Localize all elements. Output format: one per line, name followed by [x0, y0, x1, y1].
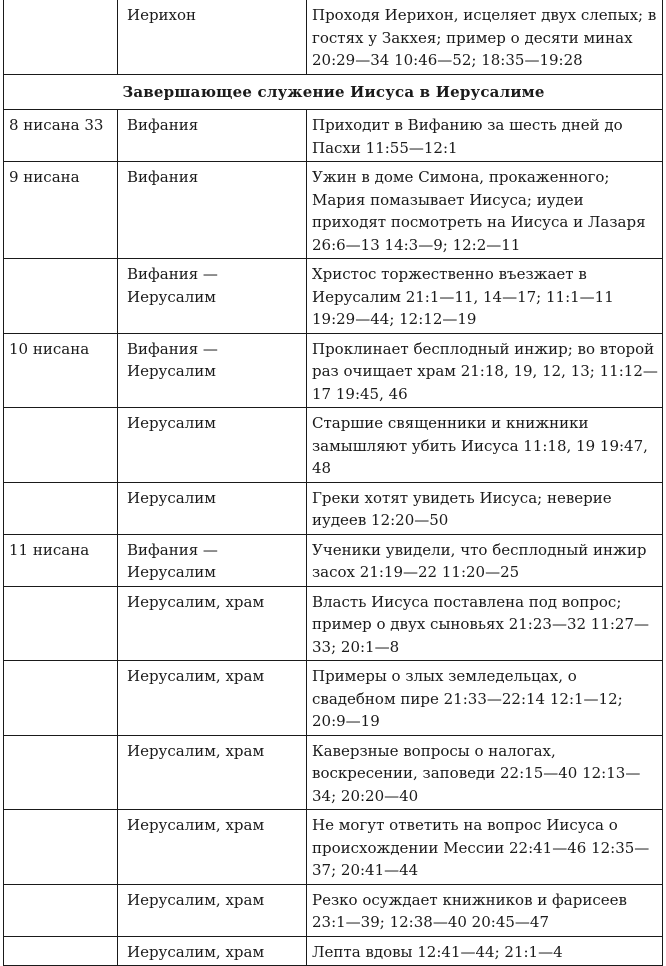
place-text: Иерусалим, храм	[127, 816, 265, 834]
place-cell	[118, 534, 307, 586]
table-row	[4, 661, 663, 736]
place-cell	[118, 0, 307, 74]
table-row	[4, 810, 663, 885]
date-text: 11 нисана	[9, 540, 90, 559]
place-cell	[118, 810, 307, 885]
section-header-row	[4, 74, 663, 110]
event-text: Резко осуждает книжников и фарисеев 23:1—39; 12:38—40 20:45—47	[312, 890, 627, 931]
place-text: Иерусалим, храм	[127, 942, 265, 961]
date-cell	[4, 936, 118, 966]
place-cell	[118, 661, 307, 736]
place-cell	[118, 162, 307, 259]
event-cell	[307, 162, 663, 259]
place-cell	[118, 333, 307, 408]
date-cell	[4, 259, 118, 334]
event-cell	[307, 482, 663, 534]
event-text: Власть Иисуса поставлена под вопрос; пример о двух сыновьях 21:23—32 11:27—33; 20:1—8	[312, 592, 650, 656]
table-row	[4, 735, 663, 810]
place-cell	[118, 884, 307, 936]
table-row	[4, 333, 663, 408]
date-cell	[4, 162, 118, 259]
event-cell	[307, 661, 663, 736]
place-cell	[118, 408, 307, 483]
table-row	[4, 408, 663, 483]
date-cell	[4, 534, 118, 586]
chronology-table	[3, 0, 663, 966]
event-text: Ужин в доме Симона, прокаженного; Мария помазывает Иисуса; иудеи приходят посмотреть на Иисуса и Лазаря 26:6—13 14:3—9; 12:2—11	[312, 168, 646, 254]
place-cell	[118, 259, 307, 334]
place-cell	[118, 586, 307, 661]
place-cell	[118, 936, 307, 966]
event-text: Ученики увидели, что бесплодный инжир засох 21:19—22 11:20—25	[312, 540, 647, 581]
table-row	[4, 936, 663, 966]
event-cell	[307, 0, 663, 74]
table-row	[4, 534, 663, 586]
event-text: Не могут ответить на вопрос Иисуса о происхождении Мессии 22:41—46 12:35—37; 20:41—44	[312, 816, 650, 879]
date-cell	[4, 735, 118, 810]
date-cell	[4, 110, 118, 162]
table-row	[4, 0, 663, 74]
place-text: Вифания — Иерусалим	[127, 265, 218, 306]
place-text: Иерусалим	[127, 488, 216, 507]
date-cell	[4, 408, 118, 483]
date-text: 9 нисана	[9, 168, 80, 186]
table-row	[4, 162, 663, 259]
table-row	[4, 586, 663, 661]
place-text: Иерусалим	[127, 414, 216, 432]
event-cell	[307, 110, 663, 162]
date-text: 10 нисана	[9, 339, 90, 358]
place-text: Иерусалим, храм	[127, 592, 265, 611]
date-cell	[4, 810, 118, 885]
date-cell	[4, 0, 118, 74]
event-text: Каверзные вопросы о налогах, воскресении, заповеди 22:15—40 12:13—34; 20:20—40	[312, 741, 641, 805]
event-cell	[307, 586, 663, 661]
date-cell	[4, 482, 118, 534]
table-row	[4, 110, 663, 162]
event-cell	[307, 408, 663, 483]
section-title: Завершающее служение Иисуса в Иерусалиме	[4, 74, 663, 110]
event-text: Христос торжественно въезжает в Иерусалим 21:1—11, 14—17; 11:1—11 19:29—44; 12:12—19	[312, 265, 614, 328]
date-cell	[4, 661, 118, 736]
event-text: Приходит в Вифанию за шесть дней до Пасхи 11:55—12:1	[312, 116, 623, 157]
date-cell	[4, 586, 118, 661]
date-cell	[4, 884, 118, 936]
table-row	[4, 259, 663, 334]
place-text: Иерусалим, храм	[127, 890, 265, 909]
date-text: 8 нисана 33	[9, 116, 104, 134]
event-text: Примеры о злых земледельцах, о свадебном пире 21:33—22:14 12:1—12; 20:9—19	[312, 667, 623, 730]
event-cell	[307, 735, 663, 810]
place-cell	[118, 482, 307, 534]
place-cell	[118, 735, 307, 810]
event-cell	[307, 333, 663, 408]
place-text: Иерихон	[127, 6, 197, 24]
table-row	[4, 884, 663, 936]
place-text: Вифания — Иерусалим	[127, 540, 218, 581]
place-text: Вифания — Иерусалим	[127, 339, 218, 380]
event-text: Лепта вдовы 12:41—44; 21:1—4	[312, 942, 563, 961]
table-row	[4, 482, 663, 534]
place-cell	[118, 110, 307, 162]
event-text: Проклинает бесплодный инжир; во второй раз очищает храм 21:18, 19, 12, 13; 11:12—17 19:45, 46	[312, 339, 658, 403]
event-text: Греки хотят увидеть Иисуса; неверие иудеев 12:20—50	[312, 488, 612, 529]
event-cell	[307, 884, 663, 936]
event-cell	[307, 259, 663, 334]
place-text: Вифания	[127, 116, 199, 134]
event-cell	[307, 936, 663, 966]
event-cell	[307, 534, 663, 586]
event-text: Проходя Иерихон, исцеляет двух слепых; в гостях у Закхея; пример о десяти минах 20:29—34 10:46—52; 18:35—19:28	[312, 6, 657, 69]
place-text: Иерусалим, храм	[127, 667, 265, 685]
event-text: Старшие священники и книжники замышляют убить Иисуса 11:18, 19 19:47, 48	[312, 414, 648, 477]
event-cell	[307, 810, 663, 885]
date-cell	[4, 333, 118, 408]
place-text: Иерусалим, храм	[127, 741, 265, 760]
place-text: Вифания	[127, 168, 199, 186]
